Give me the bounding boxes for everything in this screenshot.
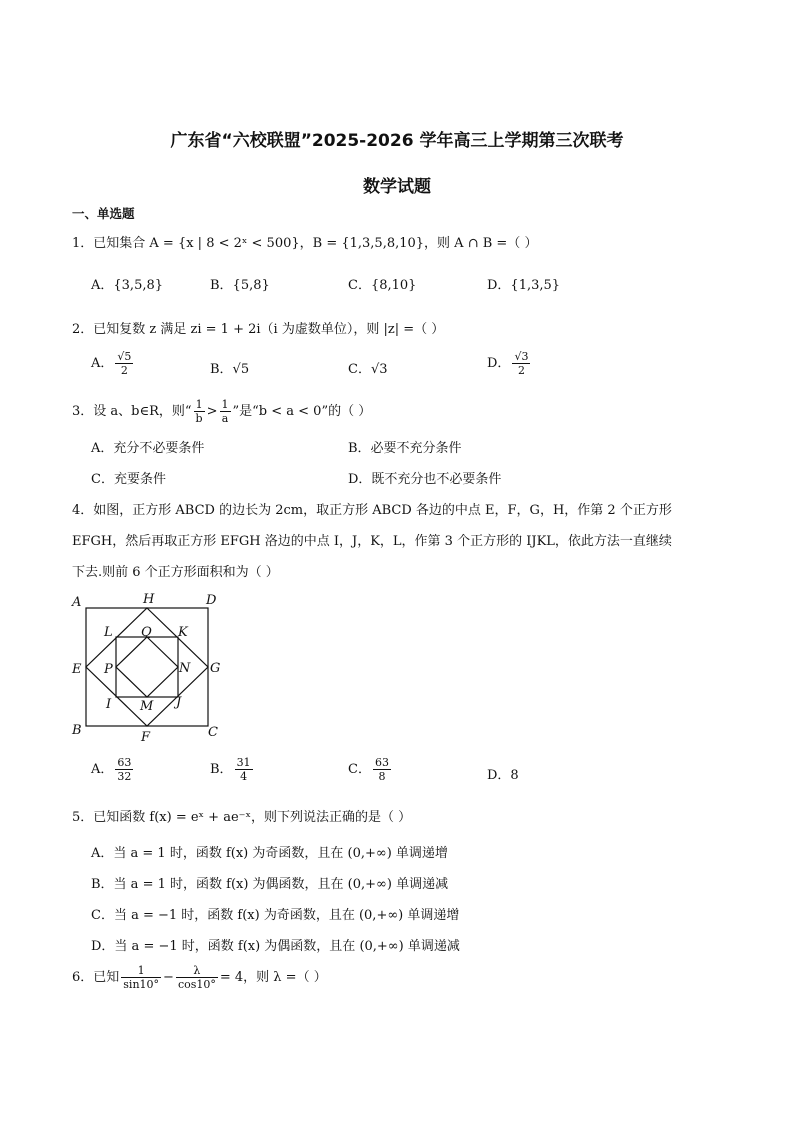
fraction-numerator: 1 (194, 398, 205, 412)
q4-option-c-label: C． (348, 762, 371, 777)
fraction-numerator: 1 (121, 964, 161, 978)
q2-option-d (487, 350, 532, 377)
q4-option-d: D．8 (487, 768, 519, 783)
question-4-stem-line1: 4．如图，正方形 ABCD 的边长为 2cm，取正方形 ABCD 各边的中点 E，F，G，H，作第 2 个正方形 (72, 503, 672, 518)
fraction-denominator: 2 (120, 364, 128, 377)
label-g: G (210, 661, 221, 676)
q2-option-a-label: A． (91, 356, 114, 371)
q3-option-c: C．充要条件 (91, 472, 166, 487)
label-n: N (179, 661, 191, 676)
q2-option-d-label: D． (487, 356, 511, 371)
fraction-numerator: λ (176, 964, 218, 978)
q6-fraction-2 (176, 964, 218, 991)
label-b: B (72, 723, 82, 738)
label-q: Q (141, 625, 152, 640)
q2-option-b: B．√5 (210, 362, 250, 377)
fraction-numerator: √5 (117, 350, 132, 363)
q3-option-b: B．必要不充分条件 (348, 441, 462, 456)
fraction-numerator: 63 (374, 756, 389, 769)
question-2-stem: 2．已知复数 z 满足 zi = 1 + 2i（i 为虚数单位），则 |z| =（ ） (72, 322, 445, 337)
fraction-denominator: 4 (240, 770, 248, 783)
question-4-stem-line3: 下去.则前 6 个正方形面积和为（ ） (72, 565, 279, 580)
q3-stem-pre: 3．设 a、b∈R，则“ (72, 404, 192, 419)
q3-fraction-1 (194, 398, 205, 425)
label-i: I (106, 697, 112, 712)
label-a: A (72, 595, 82, 610)
q3-stem-post: ”是“b < a < 0”的（ ） (232, 404, 372, 419)
q6-minus: − (163, 970, 174, 985)
q1-option-b: B．{5,8} (210, 278, 270, 293)
label-k: K (178, 625, 188, 640)
label-j: J (176, 695, 182, 710)
square-mnpq (116, 637, 178, 697)
fraction-denominator: 2 (517, 364, 525, 377)
q4-option-b (210, 756, 255, 783)
q4-option-a-label: A． (91, 762, 114, 777)
label-h: H (143, 592, 155, 607)
square-ijkl (116, 637, 178, 697)
label-f: F (141, 730, 151, 745)
fraction-denominator: b (195, 412, 203, 425)
q2-option-a-fraction (115, 350, 133, 377)
q4-option-a-fraction (115, 756, 133, 783)
page-title: 广东省“六校联盟”2025-2026 学年高三上学期第三次联考 (170, 131, 624, 151)
q3-option-d: D．既不充分也不必要条件 (348, 472, 502, 487)
question-3-stem (72, 398, 371, 425)
fraction-denominator: sin10° (123, 978, 160, 991)
q4-option-c (348, 756, 393, 783)
q5-option-c: C．当 a = −1 时，函数 f(x) 为奇函数，且在 (0,+∞) 单调递增 (91, 908, 460, 923)
fraction-numerator: 1 (221, 398, 229, 411)
q6-stem-pre: 6．已知 (72, 970, 120, 985)
q2-option-d-fraction (512, 350, 530, 377)
q5-option-d: D．当 a = −1 时，函数 f(x) 为偶函数，且在 (0,+∞) 单调递减 (91, 939, 460, 954)
nested-squares-figure (66, 590, 236, 750)
label-l: L (104, 625, 113, 640)
q4-option-a (91, 756, 135, 783)
q3-option-a: A．充分不必要条件 (91, 441, 205, 456)
fraction-numerator: 31 (236, 756, 251, 769)
label-p: P (104, 662, 113, 677)
fraction-denominator: 8 (378, 770, 386, 783)
section-heading: 一、单选题 (72, 206, 135, 221)
fraction-numerator: √3 (514, 350, 529, 363)
q1-option-c: C．{8,10} (348, 278, 417, 293)
question-6-stem (72, 964, 327, 991)
page-subtitle: 数学试题 (363, 177, 431, 197)
fraction-denominator: a (221, 412, 229, 425)
question-1-stem: 1．已知集合 A = {x | 8 < 2ˣ < 500}，B = {1,3,5,8,10}，则 A ∩ B =（ ） (72, 236, 538, 251)
q3-fraction-2 (220, 398, 231, 425)
q2-option-c: C．√3 (348, 362, 388, 377)
fraction-numerator: 63 (117, 756, 132, 769)
label-e: E (72, 662, 82, 677)
q1-option-a: A．{3,5,8} (91, 278, 164, 293)
q2-option-a (91, 350, 135, 377)
question-5-stem: 5．已知函数 f(x) = eˣ + ae⁻ˣ，则下列说法正确的是（ ） (72, 810, 412, 825)
q1-option-d: D．{1,3,5} (487, 278, 561, 293)
q6-stem-post: = 4，则 λ =（ ） (219, 970, 327, 985)
q5-option-a: A．当 a = 1 时，函数 f(x) 为奇函数，且在 (0,+∞) 单调递增 (91, 846, 448, 861)
q4-option-b-label: B． (210, 762, 233, 777)
q4-option-c-fraction (373, 756, 391, 783)
label-d: D (206, 593, 217, 608)
fraction-denominator: cos10° (177, 978, 216, 991)
q3-stem-mid: > (206, 404, 218, 419)
q6-fraction-1 (121, 964, 161, 991)
fraction-denominator: 32 (117, 770, 132, 783)
question-4-stem-line2: EFGH，然后再取正方形 EFGH 洛边的中点 I，J，K，L，作第 3 个正方形的 IJKL，依此方法一直继续 (72, 534, 672, 549)
q5-option-b: B．当 a = 1 时，函数 f(x) 为偶函数，且在 (0,+∞) 单调递减 (91, 877, 449, 892)
q4-option-b-fraction (235, 756, 253, 783)
label-c: C (208, 725, 218, 740)
label-m: M (140, 699, 154, 714)
